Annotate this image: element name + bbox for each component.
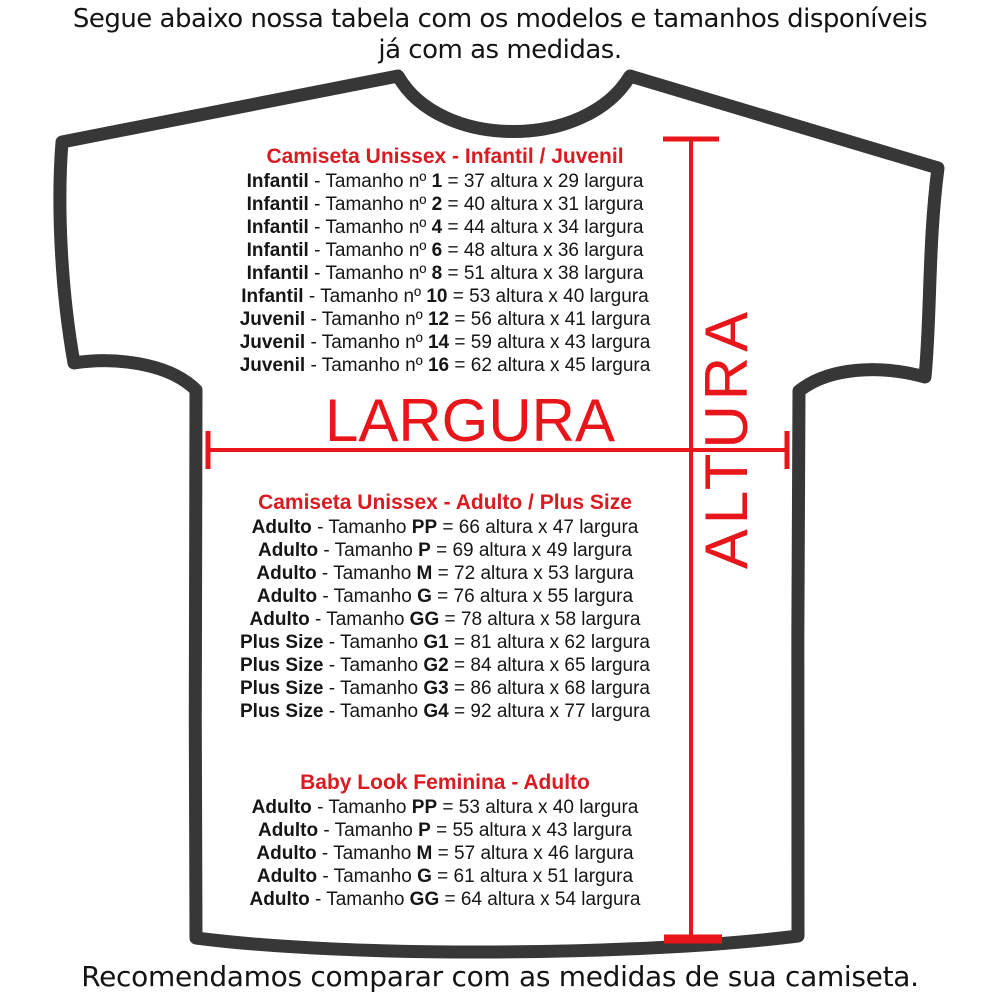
size-row: [150, 262, 740, 285]
row-label: Adulto: [256, 843, 317, 864]
row-mid: - Tamanho: [317, 586, 418, 607]
row-tail: = 76 altura x 55 largura: [431, 586, 634, 607]
row-mid: - Tamanho: [309, 889, 410, 910]
row-size: G: [417, 586, 432, 607]
size-row: [150, 239, 740, 262]
row-size: 12: [427, 309, 450, 330]
row-size: M: [416, 563, 433, 584]
row-tail: = 61 altura x 51 largura: [431, 866, 634, 887]
size-rows: [150, 170, 740, 377]
row-mid: - Tamanho nº: [305, 309, 428, 330]
row-mid: - Tamanho: [323, 678, 424, 699]
row-mid: - Tamanho: [309, 609, 410, 630]
row-label: Infantil: [241, 286, 304, 307]
size-row: [150, 170, 740, 193]
row-size: PP: [411, 517, 438, 538]
row-mid: - Tamanho: [316, 563, 417, 584]
size-row: [150, 539, 740, 562]
section-infantil-juvenil: [150, 145, 740, 377]
row-tail: = 53 altura x 40 largura: [437, 797, 639, 818]
row-label: Adulto: [257, 540, 319, 561]
section-heading: Baby Look Feminina - Adulto: [300, 771, 590, 794]
row-tail: = 53 altura x 40 largura: [447, 286, 649, 307]
row-label: Adulto: [256, 866, 318, 887]
size-row: [150, 700, 740, 723]
row-label: Plus Size: [240, 632, 324, 653]
row-mid: - Tamanho: [323, 655, 424, 676]
row-mid: - Tamanho: [323, 632, 424, 653]
size-row: [150, 608, 740, 631]
row-mid: - Tamanho nº: [305, 332, 428, 353]
row-mid: - Tamanho nº: [308, 240, 432, 261]
row-mid: - Tamanho: [317, 866, 418, 887]
size-row: [150, 585, 740, 608]
size-row: [150, 354, 740, 377]
row-size: P: [418, 540, 431, 561]
row-tail: = 40 altura x 31 largura: [442, 194, 644, 215]
row-size: 4: [431, 217, 443, 238]
row-tail: = 56 altura x 41 largura: [449, 309, 651, 330]
row-label: Plus Size: [240, 678, 324, 699]
page-title-line2: já com as medidas.: [378, 35, 622, 65]
row-mid: - Tamanho: [311, 797, 412, 818]
row-label: Juvenil: [239, 309, 306, 330]
size-row: [150, 193, 740, 216]
size-row: [150, 216, 740, 239]
row-label: Adulto: [249, 889, 310, 910]
size-row: [150, 285, 740, 308]
row-tail: = 57 altura x 46 largura: [432, 843, 634, 864]
row-tail: = 59 altura x 43 largura: [449, 332, 651, 353]
row-tail: = 72 altura x 53 largura: [432, 563, 634, 584]
row-label: Juvenil: [239, 332, 306, 353]
row-size: P: [418, 820, 431, 841]
row-label: Adulto: [249, 609, 310, 630]
row-label: Adulto: [251, 517, 312, 538]
row-mid: - Tamanho: [318, 540, 419, 561]
row-size: G1: [423, 632, 449, 653]
largura-label: LARGURA: [324, 387, 616, 454]
size-row: [150, 516, 740, 539]
row-size: 1: [431, 171, 443, 192]
section-adulto-plus-size: [150, 491, 740, 723]
row-mid: - Tamanho nº: [308, 194, 432, 215]
row-tail: = 64 altura x 54 largura: [439, 889, 641, 910]
size-row: [150, 331, 740, 354]
row-label: Adulto: [251, 797, 312, 818]
row-label: Infantil: [246, 194, 309, 215]
row-mid: - Tamanho nº: [303, 286, 427, 307]
row-label: Juvenil: [239, 355, 306, 376]
row-mid: - Tamanho nº: [305, 355, 428, 376]
row-size: G: [417, 866, 432, 887]
row-mid: - Tamanho: [311, 517, 412, 538]
row-size: M: [416, 843, 433, 864]
row-tail: = 51 altura x 38 largura: [442, 263, 644, 284]
size-row: [150, 796, 740, 819]
row-mid: - Tamanho: [316, 843, 417, 864]
row-size: GG: [409, 889, 440, 910]
page-title-line1: Segue abaixo nossa tabela com os modelos e tamanhos disponíveis: [72, 4, 928, 34]
row-mid: - Tamanho: [318, 820, 419, 841]
row-tail: = 48 altura x 36 largura: [442, 240, 644, 261]
row-label: Plus Size: [240, 701, 324, 722]
footer-note: Recomendamos comparar com as medidas de sua camiseta.: [81, 960, 919, 993]
row-label: Adulto: [256, 563, 317, 584]
row-size: 10: [426, 286, 448, 307]
size-row: [150, 819, 740, 842]
size-row: [150, 654, 740, 677]
size-row: [150, 562, 740, 585]
row-tail: = 55 altura x 43 largura: [430, 820, 633, 841]
row-label: Infantil: [246, 263, 309, 284]
section-baby-look: [150, 771, 740, 911]
row-size: 8: [431, 263, 443, 284]
row-tail: = 44 altura x 34 largura: [442, 217, 644, 238]
row-tail: = 84 altura x 65 largura: [448, 655, 650, 676]
row-size: G2: [423, 655, 449, 676]
section-heading: Camiseta Unissex - Adulto / Plus Size: [258, 491, 632, 514]
size-rows: [150, 516, 740, 723]
row-label: Infantil: [246, 171, 309, 192]
altura-label: ALTURA: [693, 306, 760, 570]
row-size: 6: [431, 240, 443, 261]
row-tail: = 69 altura x 49 largura: [430, 540, 633, 561]
row-mid: - Tamanho nº: [308, 171, 432, 192]
row-size: 2: [431, 194, 443, 215]
row-tail: = 92 altura x 77 largura: [448, 701, 650, 722]
row-tail: = 62 altura x 45 largura: [449, 355, 651, 376]
size-row: [150, 842, 740, 865]
row-size: 16: [427, 355, 450, 376]
row-size: PP: [411, 797, 438, 818]
size-row: [150, 631, 740, 654]
row-tail: = 66 altura x 47 largura: [437, 517, 639, 538]
size-row: [150, 865, 740, 888]
section-heading: Camiseta Unissex - Infantil / Juvenil: [266, 145, 624, 168]
row-label: Adulto: [256, 586, 318, 607]
size-rows: [150, 796, 740, 911]
row-tail: = 81 altura x 62 largura: [448, 632, 650, 653]
row-size: 14: [427, 332, 450, 353]
row-label: Plus Size: [240, 655, 324, 676]
row-mid: - Tamanho nº: [308, 263, 432, 284]
row-tail: = 78 altura x 58 largura: [439, 609, 641, 630]
row-mid: - Tamanho: [323, 701, 424, 722]
size-row: [150, 888, 740, 911]
row-tail: = 37 altura x 29 largura: [442, 171, 644, 192]
size-row: [150, 677, 740, 700]
row-size: GG: [409, 609, 440, 630]
row-tail: = 86 altura x 68 largura: [448, 678, 650, 699]
row-label: Infantil: [246, 217, 309, 238]
row-mid: - Tamanho nº: [308, 217, 432, 238]
row-size: G3: [423, 678, 449, 699]
row-label: Infantil: [246, 240, 309, 261]
row-size: G4: [423, 701, 449, 722]
size-row: [150, 308, 740, 331]
row-label: Adulto: [257, 820, 319, 841]
